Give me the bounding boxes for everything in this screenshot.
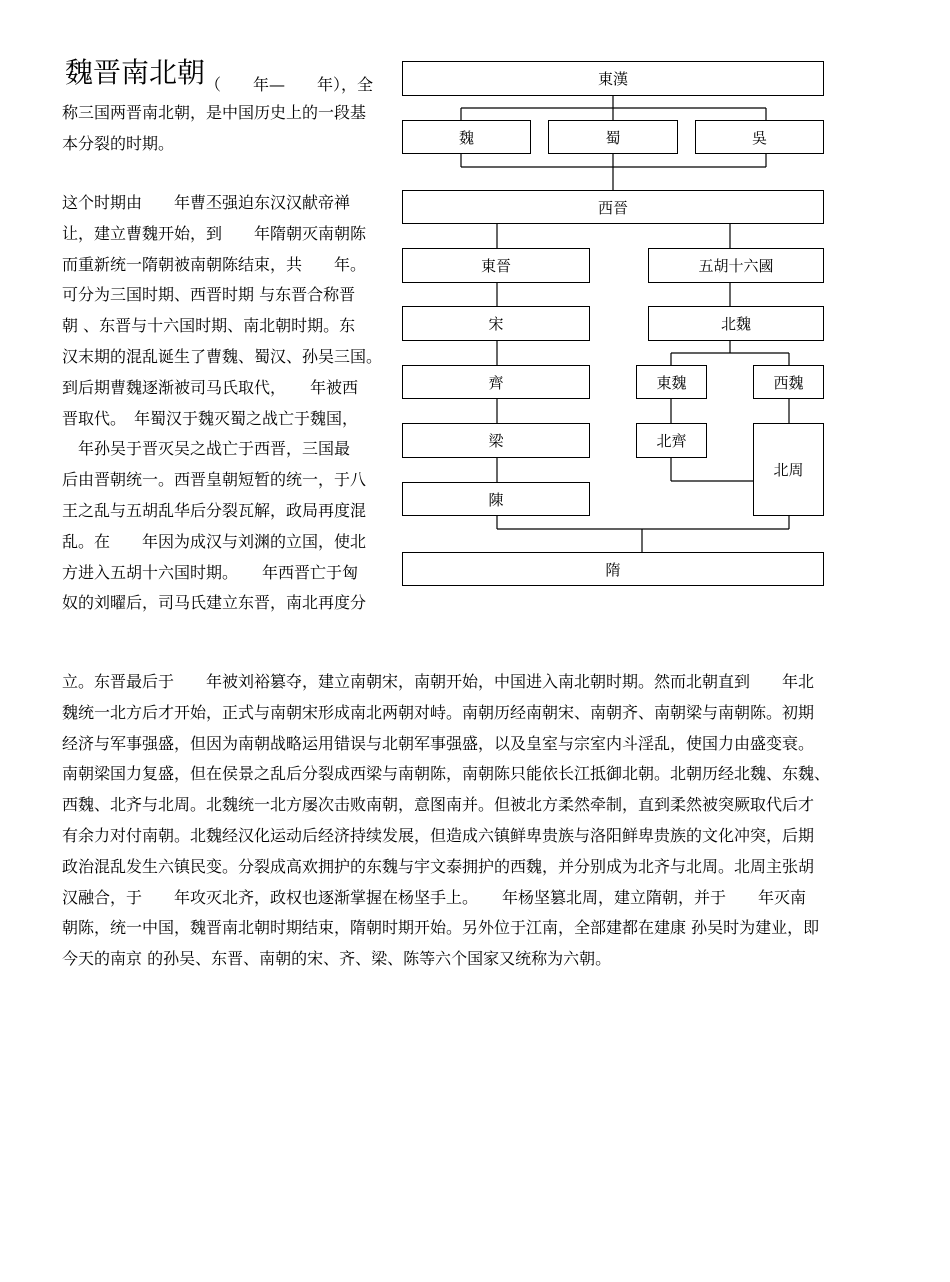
text-line: 魏统一北方后才开始，正式与南朝宋形成南北两朝对峙。南朝历经南朝宋、南朝齐、南朝梁与南朝陈。初期 xyxy=(62,702,815,722)
text-line: 汉末期的混乱诞生了曹魏、蜀汉、孙吴三国。 xyxy=(62,346,383,366)
wide-body-paragraph xyxy=(62,667,890,975)
text-line: 称三国两晋南北朝，是中国历史上的一段基 xyxy=(62,103,367,122)
node-northern-zhou: 北周 xyxy=(753,423,824,516)
text-line: 政治混乱发生六镇民变。分裂成高欢拥护的东魏与宇文泰拥护的西魏，并分别成为北齐与北周。北周主张胡 xyxy=(62,856,815,876)
node-song: 宋 xyxy=(402,306,590,341)
text-line: 本分裂的时期。 xyxy=(62,133,175,153)
node-eastern-jin: 東晉 xyxy=(402,248,590,283)
node-eastern-wei: 東魏 xyxy=(636,365,707,399)
text-line: 让，建立曹魏开始，到 年隋朝灭南朝陈 xyxy=(62,223,367,243)
text-line: 南朝梁国力复盛，但在侯景之乱后分裂成西梁与南朝陈，南朝陈只能依长江抵御北朝。北朝历经北魏、东魏、 xyxy=(62,764,831,784)
node-sixteen-kingdoms: 五胡十六國 xyxy=(648,248,824,283)
text-line: 方进入五胡十六国时期。 年西晋亡于匈 xyxy=(62,562,359,582)
text-line: 而重新统一隋朝被南朝陈结束，共 年。 xyxy=(62,254,367,274)
text-line: 乱。在 年因为成汉与刘渊的立国，使北 xyxy=(62,531,367,551)
node-northern-qi: 北齊 xyxy=(636,423,707,458)
text-line: 到后期曹魏逐渐被司马氏取代， 年被西 xyxy=(62,377,359,397)
node-shu: 蜀 xyxy=(548,120,678,154)
node-eastern-han: 東漢 xyxy=(402,61,824,96)
text-line: 这个时期由 年曹丕强迫东汉汉献帝禅 xyxy=(62,193,351,212)
text-line: 经济与军事强盛，但因为南朝战略运用错误与北朝军事强盛，以及皇室与宗室内斗淫乱，使国力由盛变衰。 xyxy=(62,733,815,753)
text-line: 朝陈，统一中国，魏晋南北朝时期结束，隋朝时期开始。另外位于江南，全部建都在建康 孙吴时为建业，即 xyxy=(62,918,820,938)
node-western-jin: 西晉 xyxy=(402,190,824,224)
text-line: 晋取代。 年蜀汉于魏灭蜀之战亡于魏国， xyxy=(62,408,359,428)
node-northern-wei: 北魏 xyxy=(648,306,824,341)
text-line: 奴的刘曜后，司马氏建立东晋，南北再度分 xyxy=(62,593,367,613)
text-line: 有余力对付南朝。北魏经汉化运动后经济持续发展，但造成六镇鲜卑贵族与洛阳鲜卑贵族的文化冲突，后期 xyxy=(62,825,815,845)
text-line: 西魏、北齐与北周。北魏统一北方屡次击败南朝，意图南并。但被北方柔然牵制，直到柔然被突厥取代后才 xyxy=(62,795,815,815)
intro-paragraph xyxy=(62,98,392,160)
text-line: 汉融合，于 年攻灭北齐，政权也逐渐掌握在杨坚手上。 年杨坚篡北周，建立隋朝，并于 年灭南 xyxy=(62,887,807,907)
text-line: 今天的南京 的孙吴、东晋、南朝的宋、齐、梁、陈等六个国家又统称为六朝。 xyxy=(62,949,612,969)
text-line: 王之乱与五胡乱华后分裂瓦解，政局再度混 xyxy=(62,500,367,520)
node-wei: 魏 xyxy=(402,120,531,154)
text-line: 朝 、东晋与十六国时期、南北朝时期。东 xyxy=(62,316,356,336)
title-main: 魏晋南北朝 xyxy=(65,56,206,89)
node-qi: 齊 xyxy=(402,365,590,399)
document-title xyxy=(65,56,373,94)
node-western-wei: 西魏 xyxy=(753,365,824,399)
node-wu: 吳 xyxy=(695,120,824,154)
narrow-body-paragraph xyxy=(62,188,392,619)
node-liang: 梁 xyxy=(402,423,590,458)
text-line: 立。东晋最后于 年被刘裕篡夺，建立南朝宋，南朝开始，中国进入南北朝时期。然而北朝直到 年北 xyxy=(62,672,815,691)
title-date-range: （ 年— 年），全 xyxy=(205,75,374,94)
text-line: 年孙吴于晋灭吴之战亡于西晋，三国最 xyxy=(62,439,351,459)
node-chen: 陳 xyxy=(402,482,590,516)
text-line: 可分为三国时期、西晋时期 与东晋合称晋 xyxy=(62,285,356,305)
node-sui: 隋 xyxy=(402,552,824,586)
text-line: 后由晋朝统一。西晋皇朝短暂的统一，于八 xyxy=(62,470,367,490)
